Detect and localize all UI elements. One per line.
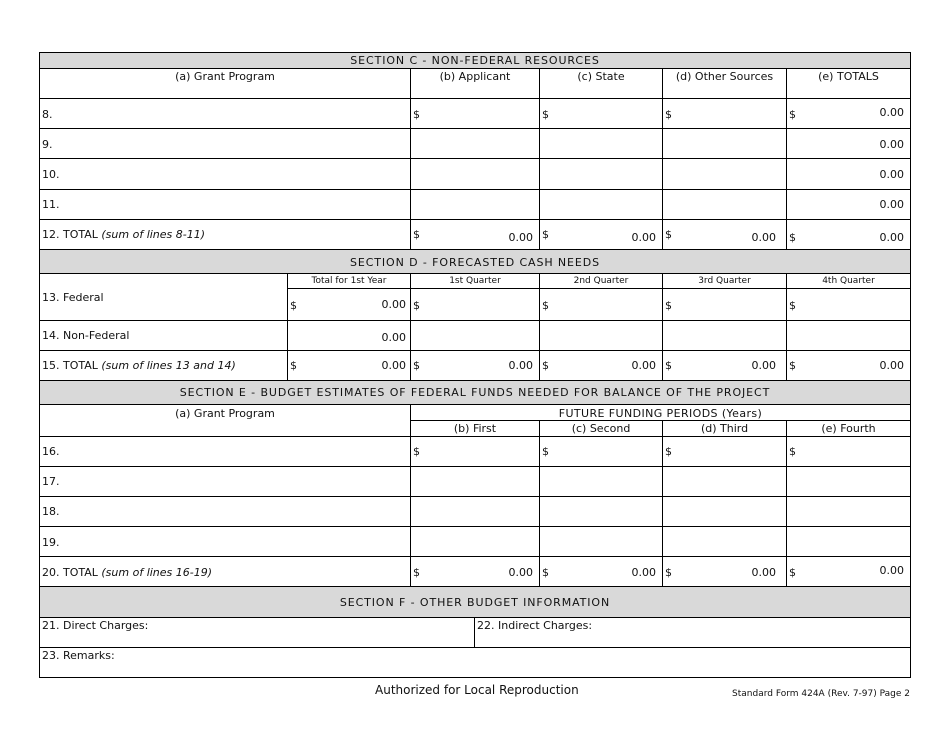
rule <box>39 647 911 648</box>
col-rule <box>474 617 475 648</box>
currency-sign: $ <box>542 566 549 579</box>
rule <box>39 466 911 467</box>
column-header-totals: (e) TOTALS <box>818 70 879 83</box>
currency-sign: $ <box>665 299 672 312</box>
col-rule <box>662 420 663 587</box>
outer-border-left <box>39 52 40 678</box>
currency-sign: $ <box>542 359 549 372</box>
section-d-title: SECTION D - FORECASTED CASH NEEDS <box>349 256 601 269</box>
totals-value[interactable]: 0.00 <box>879 106 904 119</box>
col-rule <box>410 273 411 381</box>
currency-sign: $ <box>413 566 420 579</box>
currency-sign: $ <box>413 108 420 121</box>
line-label: 19. <box>42 536 60 549</box>
currency-sign: $ <box>542 228 549 241</box>
rule <box>39 526 911 527</box>
currency-sign: $ <box>413 359 420 372</box>
currency-sign: $ <box>789 231 796 244</box>
total-label: 20. TOTAL <box>42 566 98 579</box>
totals-value[interactable]: 0.00 <box>879 168 904 181</box>
column-header-2nd-quarter: 2nd Quarter <box>573 276 629 286</box>
total-q4-value[interactable]: 0.00 <box>879 359 904 372</box>
indirect-charges-field[interactable]: 22. Indirect Charges: <box>477 619 593 632</box>
currency-sign: $ <box>789 108 796 121</box>
col-rule <box>539 420 540 587</box>
total-state-value[interactable]: 0.00 <box>631 231 656 244</box>
total-label: 15. TOTAL <box>42 359 98 372</box>
rule <box>39 320 911 321</box>
remarks-field[interactable]: 23. Remarks: <box>42 649 115 662</box>
rule <box>287 288 911 289</box>
total-second-value[interactable]: 0.00 <box>631 566 656 579</box>
total-note: (sum of lines 16-19) <box>101 566 213 579</box>
col-rule <box>539 68 540 250</box>
total-totals-value[interactable]: 0.00 <box>879 231 904 244</box>
total-other-value[interactable]: 0.00 <box>751 231 776 244</box>
total-line-label <box>42 228 205 241</box>
outer-border-bottom <box>39 677 911 678</box>
col-rule <box>662 273 663 381</box>
total-third-value[interactable]: 0.00 <box>751 566 776 579</box>
rule <box>39 404 911 405</box>
rule <box>39 98 911 99</box>
form-identifier: Standard Form 424A (Rev. 7-97) Page 2 <box>732 689 910 699</box>
rule <box>39 350 911 351</box>
line-label: 10. <box>42 168 60 181</box>
column-header-1st-quarter: 1st Quarter <box>449 276 501 286</box>
line-label: 18. <box>42 505 60 518</box>
non-federal-total-value[interactable]: 0.00 <box>381 331 406 344</box>
total-note: (sum of lines 8-11) <box>101 228 206 241</box>
currency-sign: $ <box>665 108 672 121</box>
currency-sign: $ <box>413 445 420 458</box>
future-funding-periods-header: FUTURE FUNDING PERIODS (Years) <box>558 407 763 420</box>
total-q3-value[interactable]: 0.00 <box>751 359 776 372</box>
column-header-fourth: (e) Fourth <box>821 422 876 435</box>
column-header-grant-program: (a) Grant Program <box>175 70 275 83</box>
rule <box>39 617 911 618</box>
rule <box>39 380 911 381</box>
rule <box>39 68 911 69</box>
currency-sign: $ <box>542 108 549 121</box>
line-label: 8. <box>42 108 53 121</box>
column-header-applicant: (b) Applicant <box>439 70 511 83</box>
rule <box>39 496 911 497</box>
rule <box>39 249 911 250</box>
column-header-first: (b) First <box>453 422 497 435</box>
rule <box>39 273 911 274</box>
direct-charges-field[interactable]: 21. Direct Charges: <box>42 619 149 632</box>
column-header-3rd-quarter: 3rd Quarter <box>698 276 751 286</box>
column-header-grant-program: (a) Grant Program <box>175 407 275 420</box>
line-label: 11. <box>42 198 60 211</box>
line-label: 16. <box>42 445 60 458</box>
currency-sign: $ <box>789 566 796 579</box>
col-rule <box>539 273 540 381</box>
total-line-label <box>42 359 236 372</box>
totals-value[interactable]: 0.00 <box>879 138 904 151</box>
column-header-other-sources: (d) Other Sources <box>675 70 774 83</box>
currency-sign: $ <box>665 445 672 458</box>
currency-sign: $ <box>789 445 796 458</box>
rule <box>39 219 911 220</box>
total-fourth-value[interactable]: 0.00 <box>879 564 904 577</box>
line-label: 14. Non-Federal <box>42 329 130 342</box>
totals-value[interactable]: 0.00 <box>879 198 904 211</box>
currency-sign: $ <box>542 299 549 312</box>
col-rule <box>410 68 411 250</box>
col-rule <box>662 68 663 250</box>
currency-sign: $ <box>665 566 672 579</box>
currency-sign: $ <box>290 299 297 312</box>
currency-sign: $ <box>413 228 420 241</box>
total-q1-value[interactable]: 0.00 <box>508 359 533 372</box>
currency-sign: $ <box>665 359 672 372</box>
line-label: 13. Federal <box>42 291 104 304</box>
currency-sign: $ <box>542 445 549 458</box>
total-first-value[interactable]: 0.00 <box>508 566 533 579</box>
currency-sign: $ <box>665 228 672 241</box>
column-header-total-1st-year: Total for 1st Year <box>311 276 387 286</box>
section-f-title: SECTION F - OTHER BUDGET INFORMATION <box>339 596 611 609</box>
section-e-title: SECTION E - BUDGET ESTIMATES OF FEDERAL FUNDS NEEDED FOR BALANCE OF THE PROJECT <box>179 386 771 399</box>
authorized-for-local-reproduction: Authorized for Local Reproduction <box>375 683 579 697</box>
section-c-title: SECTION C - NON-FEDERAL RESOURCES <box>350 54 600 67</box>
total-applicant-value[interactable]: 0.00 <box>508 231 533 244</box>
total-label: 12. TOTAL <box>42 228 98 241</box>
col-rule <box>786 273 787 381</box>
column-header-third: (d) Third <box>700 422 749 435</box>
outer-border-top <box>39 52 911 53</box>
col-rule <box>287 273 288 381</box>
rule <box>39 128 911 129</box>
line-label: 9. <box>42 138 53 151</box>
currency-sign: $ <box>290 359 297 372</box>
currency-sign: $ <box>413 299 420 312</box>
rule <box>410 420 911 421</box>
rule <box>39 586 911 587</box>
line-label: 17. <box>42 475 60 488</box>
federal-total-value[interactable]: 0.00 <box>381 298 406 311</box>
outer-border-right <box>910 52 911 678</box>
col-rule <box>786 420 787 587</box>
total-note: (sum of lines 13 and 14) <box>101 359 236 372</box>
total-q2-value[interactable]: 0.00 <box>631 359 656 372</box>
total-year-value[interactable]: 0.00 <box>381 359 406 372</box>
rule <box>39 158 911 159</box>
column-header-state: (c) State <box>577 70 625 83</box>
currency-sign: $ <box>789 299 796 312</box>
rule <box>39 189 911 190</box>
column-header-4th-quarter: 4th Quarter <box>822 276 875 286</box>
rule <box>39 436 911 437</box>
col-rule <box>786 68 787 250</box>
column-header-second: (c) Second <box>571 422 631 435</box>
rule <box>39 556 911 557</box>
currency-sign: $ <box>789 359 796 372</box>
total-line-label <box>42 566 212 579</box>
